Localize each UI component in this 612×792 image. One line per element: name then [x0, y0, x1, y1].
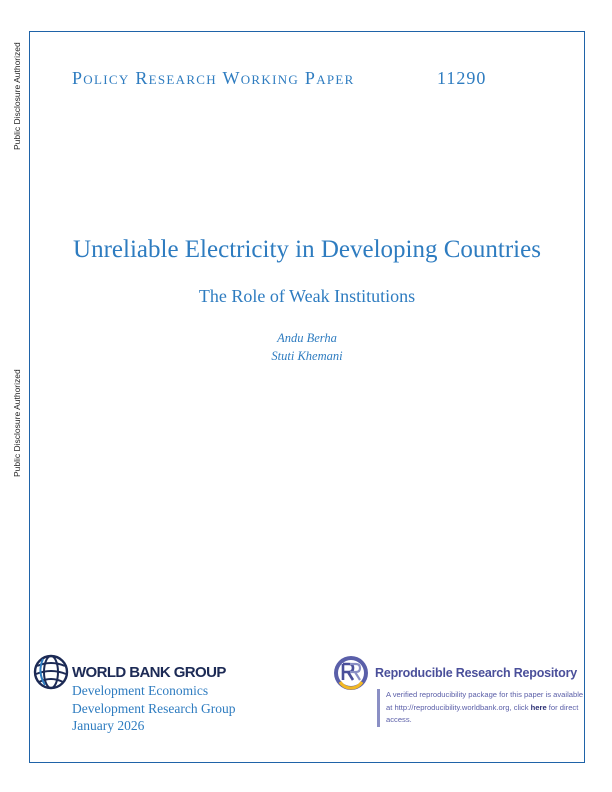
publisher-info	[72, 682, 235, 735]
reproducibility-note-text: A verified reproducibility package for this paper is available at http://reproducibility.worldbank.org, click	[386, 690, 584, 712]
reproducible-research-logo[interactable]	[333, 655, 577, 691]
reproducibility-note-tail: for direct access.	[386, 702, 579, 724]
publisher-group: Development Research Group	[72, 700, 236, 716]
publication-date: January 2026	[72, 718, 145, 733]
direct-access-link[interactable]: here	[530, 702, 547, 712]
author-name: Andu Berha	[277, 331, 337, 345]
globe-icon	[33, 654, 69, 690]
paper-subtitle: The Role of Weak Institutions	[198, 286, 416, 306]
paper-number: 11290	[437, 68, 487, 88]
series-title: Policy Research Working Paper	[72, 68, 355, 88]
rrr-badge-icon	[333, 655, 369, 691]
disclosure-label-bottom: Public Disclosure Authorized	[12, 369, 22, 477]
paper-title: Unreliable Electricity in Developing Countries	[73, 236, 541, 263]
reproducibility-note	[377, 689, 586, 727]
publisher-department: Development Economics	[72, 683, 209, 698]
author-name: Stuti Khemani	[271, 349, 343, 363]
disclosure-label-top: Public Disclosure Authorized	[12, 42, 22, 150]
world-bank-group-wordmark: WORLD BANK GROUP	[72, 663, 226, 681]
rrr-wordmark: Reproducible Research Repository	[375, 666, 577, 680]
